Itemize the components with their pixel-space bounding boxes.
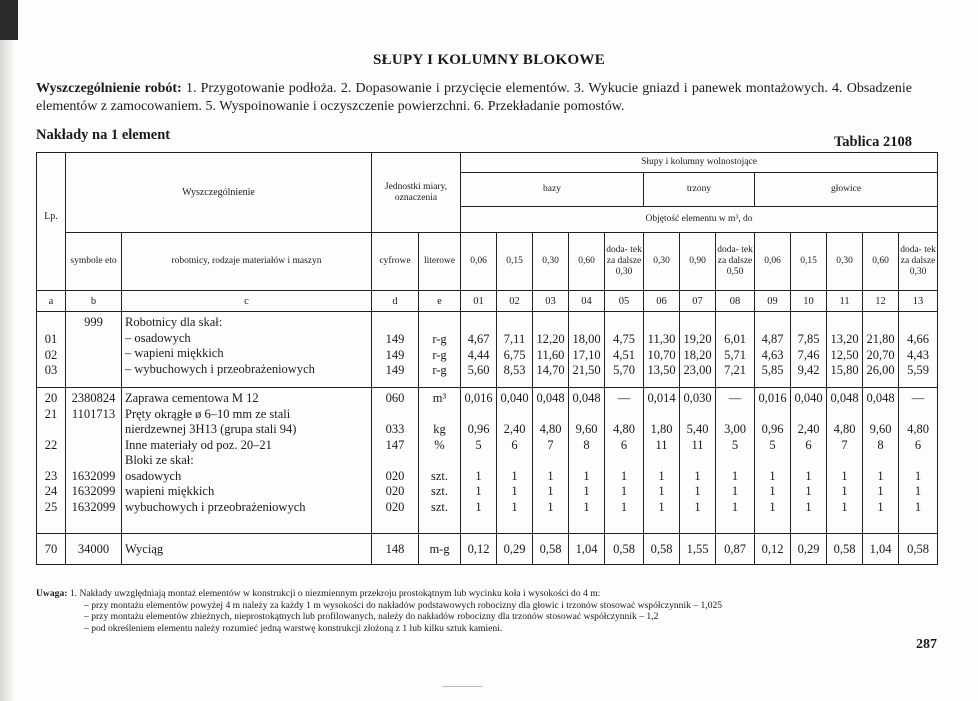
col-header: 0,30 xyxy=(533,233,569,291)
description-header: Wyszczególnienie xyxy=(66,153,372,233)
notes xyxy=(36,588,896,634)
value-cell: 0,040 2,40 6 1 1 1 xyxy=(497,388,533,534)
value-cell: 0,87 xyxy=(716,534,755,565)
work-description xyxy=(36,80,912,116)
description-cell: Robotnicy dla skał: – osadowych – wapieni miękkich – wybuchowych i przeobrażeniowych xyxy=(122,312,372,388)
norms-table xyxy=(36,152,938,565)
letter-row xyxy=(37,291,938,312)
table-number: Tablica 2108 xyxy=(833,134,912,150)
workers-header: robotnicy, rodzaje materiałów i maszyn xyxy=(122,233,372,291)
col-header: doda- tek za dalsze 0,30 xyxy=(605,233,644,291)
page-number: 287 xyxy=(916,637,937,652)
digital-unit-header: cyfrowe xyxy=(372,233,419,291)
description-cell: Zaprawa cementowa M 12 Pręty okrągłe ø 6–10 mm ze stali nierdzewnej 3H13 (grupa stali 94) Inne materiały od poz. 20–21 Bloki ze skał: osadowych wapieni miękkich wybuchowych i przeobrażeniowych xyxy=(122,388,372,534)
work-description-label: Wyszczególnienie robót: xyxy=(36,81,182,96)
description-cell: Wyciąg xyxy=(122,534,372,565)
trzony-header: trzony xyxy=(644,173,755,207)
letter-cell: 01 xyxy=(461,291,497,312)
value-cell: 4,67 4,44 5,60 xyxy=(461,312,497,388)
value-cell: 1,04 xyxy=(863,534,899,565)
symbol-header: symbole eto xyxy=(66,233,122,291)
volume-header: Objętość elementu w m³, do xyxy=(461,207,938,233)
value-cell: 13,20 12,50 15,80 xyxy=(827,312,863,388)
row-numbers: 01 02 03 xyxy=(37,312,66,388)
bazy-header: bazy xyxy=(461,173,644,207)
value-cell: 6,01 5,71 7,21 xyxy=(716,312,755,388)
letter-cell: e xyxy=(419,291,461,312)
col-header: 0,15 xyxy=(497,233,533,291)
value-cell: 0,030 5,40 11 1 1 1 xyxy=(680,388,716,534)
value-cell: 19,20 18,20 23,00 xyxy=(680,312,716,388)
value-cell: 0,048 9,60 8 1 1 1 xyxy=(569,388,605,534)
col-header: 0,15 xyxy=(791,233,827,291)
letter-cell: b xyxy=(66,291,122,312)
note-line: – pod określeniem elementu należy rozumieć jedną warstwę konstrukcji złożoną z 1 lub kilku sztuk kamieni. xyxy=(84,622,503,634)
value-cell: 7,11 6,75 8,53 xyxy=(497,312,533,388)
note-line: – przy montażu elementów powyżej 4 m należy za każdy 1 m wysokości do nakładów podstawowych robocizny dla głowic i trzonów stosować współczynnik – 1,025 xyxy=(84,599,723,611)
value-cell: 4,75 4,51 5,70 xyxy=(605,312,644,388)
letter-cell: 12 xyxy=(863,291,899,312)
unit-letter-cell: r-g r-g r-g xyxy=(419,312,461,388)
work-description-text: 1. Przygotowanie podłoża. 2. Dopasowanie i przycięcie elementów. 3. Wykucie gniazd i panewek montażowych. 4. Obsadzenie elementów z zamocowaniem. 5. Wyspoinowanie i oczyszczenie powierzchni. 6. Przekładanie pomostów. xyxy=(36,81,913,114)
table-row xyxy=(37,534,938,565)
value-cell: 0,014 1,80 11 1 1 1 xyxy=(644,388,680,534)
col-header: 0,90 xyxy=(680,233,716,291)
binding-mark xyxy=(0,0,18,40)
page-edge-shadow xyxy=(0,0,16,701)
unit-digital-cell: 060 033 147 020 020 020 xyxy=(372,388,419,534)
value-cell: 0,58 xyxy=(899,534,938,565)
value-cell: — 3,00 5 1 1 1 xyxy=(716,388,755,534)
letter-cell: a xyxy=(37,291,66,312)
symbol-cell: 999 xyxy=(66,312,122,388)
value-cell: 0,048 4,80 7 1 1 1 xyxy=(827,388,863,534)
value-cell: 21,80 20,70 26,00 xyxy=(863,312,899,388)
value-cell: 0,016 0,96 5 1 1 1 xyxy=(755,388,791,534)
unit-letter-cell: m-g xyxy=(419,534,461,565)
table-row xyxy=(37,312,938,388)
value-cell: 4,87 4,63 5,85 xyxy=(755,312,791,388)
value-cell: — 4,80 6 1 1 1 xyxy=(899,388,938,534)
letter-cell: 08 xyxy=(716,291,755,312)
col-header: 0,06 xyxy=(755,233,791,291)
value-cell: 0,12 xyxy=(461,534,497,565)
row-numbers: 20 21 22 23 24 25 xyxy=(37,388,66,534)
col-header: 0,30 xyxy=(827,233,863,291)
value-cell: 0,58 xyxy=(605,534,644,565)
letter-cell: 02 xyxy=(497,291,533,312)
glowice-header: głowice xyxy=(755,173,938,207)
unit-digital-cell: 149 149 149 xyxy=(372,312,419,388)
letter-cell: 03 xyxy=(533,291,569,312)
value-cell: 0,29 xyxy=(497,534,533,565)
value-cell: 0,58 xyxy=(827,534,863,565)
lp-header: Lp. xyxy=(37,153,66,291)
note-text: 1. Nakłady uwzględniają montaż elementów w konstrukcji o niezmiennym przekroju prostokątnym lub wycinku koła i wysokości do 4 m: xyxy=(69,588,601,599)
value-cell: 1,55 xyxy=(680,534,716,565)
notes-label: Uwaga: xyxy=(36,588,68,599)
value-cell: 18,00 17,10 21,50 xyxy=(569,312,605,388)
value-cell: 0,29 xyxy=(791,534,827,565)
unit-digital-cell: 148 xyxy=(372,534,419,565)
col-header: doda- tek za dalsze 0,30 xyxy=(899,233,938,291)
value-cell: 0,12 xyxy=(755,534,791,565)
columns-header: Słupy i kolumny wolnostojące xyxy=(461,153,938,173)
scan-artifact xyxy=(442,686,482,687)
letter-cell: 06 xyxy=(644,291,680,312)
letter-cell: 05 xyxy=(605,291,644,312)
value-cell: 1,04 xyxy=(569,534,605,565)
value-cell: — 4,80 6 1 1 1 xyxy=(605,388,644,534)
symbol-cell: 34000 xyxy=(66,534,122,565)
col-header: 0,30 xyxy=(644,233,680,291)
value-cell: 4,66 4,43 5,59 xyxy=(899,312,938,388)
letter-cell: c xyxy=(122,291,372,312)
unit-letter-cell: m³ kg % szt. szt. szt. xyxy=(419,388,461,534)
letter-unit-header: literowe xyxy=(419,233,461,291)
letter-cell: 13 xyxy=(899,291,938,312)
letter-cell: 10 xyxy=(791,291,827,312)
page-title: SŁUPY I KOLUMNY BLOKOWE xyxy=(372,52,606,68)
col-header: 0,60 xyxy=(569,233,605,291)
value-cell: 0,58 xyxy=(533,534,569,565)
value-cell: 0,048 9,60 8 1 1 1 xyxy=(863,388,899,534)
value-cell: 0,58 xyxy=(644,534,680,565)
letter-cell: d xyxy=(372,291,419,312)
col-header: 0,06 xyxy=(461,233,497,291)
value-cell: 0,016 0,96 5 1 1 1 xyxy=(461,388,497,534)
letter-cell: 11 xyxy=(827,291,863,312)
col-header: 0,60 xyxy=(863,233,899,291)
letter-cell: 09 xyxy=(755,291,791,312)
value-cell: 11,30 10,70 13,50 xyxy=(644,312,680,388)
row-number: 70 xyxy=(37,534,66,565)
symbol-cell: 2380824 1101713 1632099 1632099 1632099 xyxy=(66,388,122,534)
letter-cell: 04 xyxy=(569,291,605,312)
expenditure-heading: Nakłady na 1 element xyxy=(36,127,171,143)
value-cell: 7,85 7,46 9,42 xyxy=(791,312,827,388)
col-header: doda- tek za dalsze 0,50 xyxy=(716,233,755,291)
value-cell: 0,048 4,80 7 1 1 1 xyxy=(533,388,569,534)
value-cell: 0,040 2,40 6 1 1 1 xyxy=(791,388,827,534)
table-row xyxy=(37,388,938,534)
note-line xyxy=(36,588,896,600)
units-header: Jednostki miary, oznaczenia xyxy=(372,153,461,233)
value-cell: 12,20 11,60 14,70 xyxy=(533,312,569,388)
letter-cell: 07 xyxy=(680,291,716,312)
note-line: – przy montażu elementów zbieżnych, nieprostokątnych lub profilowanych, należy do nakładów robocizny dla trzonów stosować współczynnik – 1,2 xyxy=(84,611,659,622)
